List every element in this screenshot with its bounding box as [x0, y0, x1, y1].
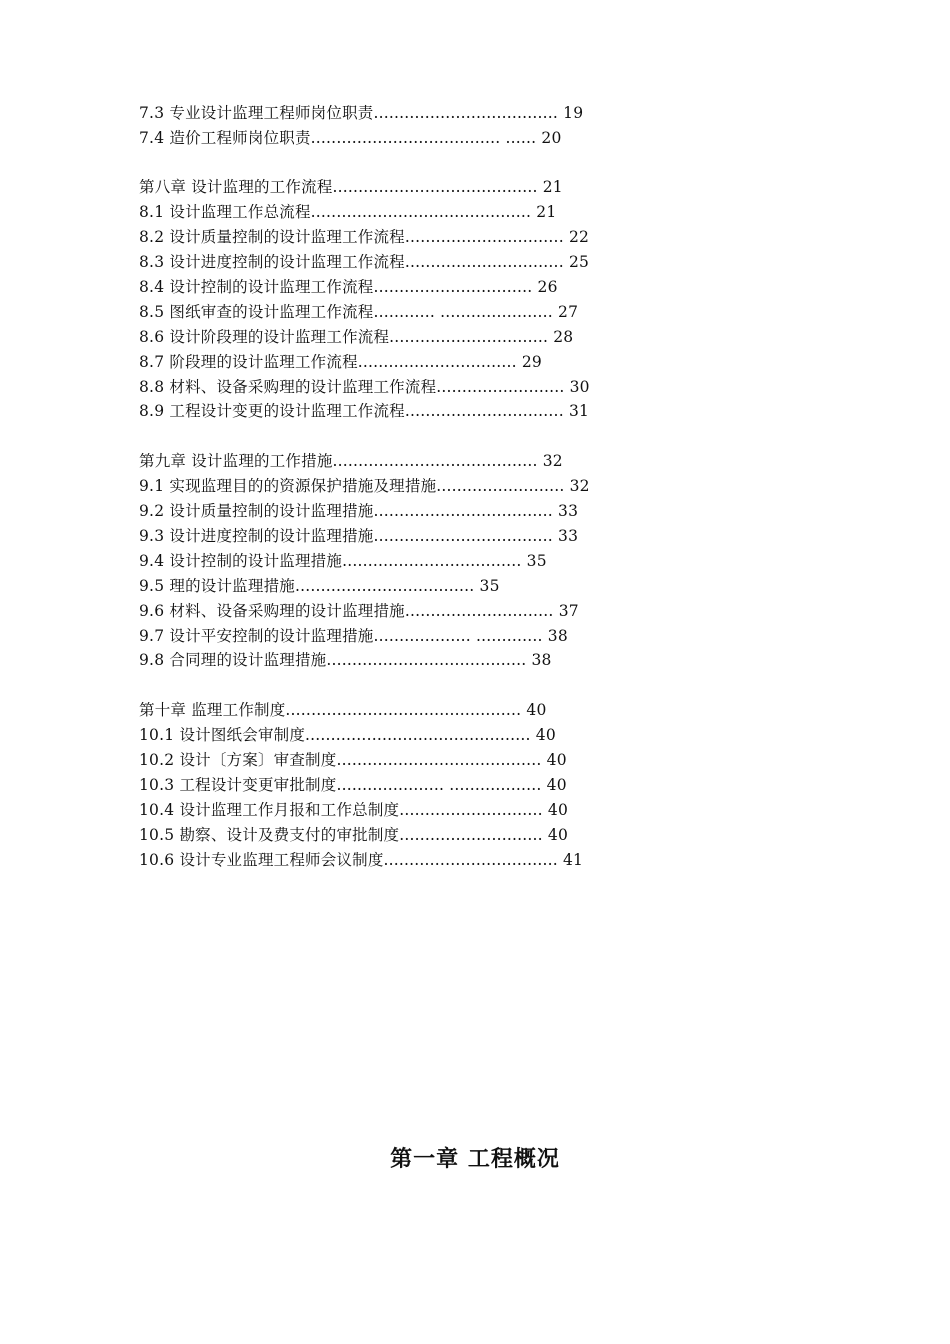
toc-entry-9-5[interactable]: 9.5 理的设计监理措施................................... 35: [139, 577, 500, 595]
toc-entry-10-4[interactable]: 10.4 设计监理工作月报和工作总制度............................ 40: [139, 801, 569, 819]
toc-chapter-10[interactable]: 第十章 监理工作制度.............................................. 40: [139, 701, 547, 719]
toc-entry-7-3[interactable]: 7.3 专业设计监理工程师岗位职责.................................... 19: [139, 104, 584, 122]
toc-entry-8-4[interactable]: 8.4 设计控制的设计监理工作流程............................... 26: [139, 278, 558, 296]
toc-entry-8-2[interactable]: 8.2 设计质量控制的设计监理工作流程............................... 22: [139, 228, 590, 246]
toc-entry-8-7[interactable]: 8.7 阶段理的设计监理工作流程............................... 29: [139, 353, 542, 371]
toc-chapter-9[interactable]: 第九章 设计监理的工作措施........................................ 32: [139, 452, 563, 470]
toc-entry-7-4[interactable]: 7.4 造价工程师岗位职责..................................... ...... 20: [139, 129, 562, 147]
toc-entry-9-2[interactable]: 9.2 设计质量控制的设计监理措施................................... 33: [139, 502, 579, 520]
toc-entry-9-3[interactable]: 9.3 设计进度控制的设计监理措施................................... 33: [139, 527, 579, 545]
toc-entry-8-1[interactable]: 8.1 设计监理工作总流程........................................... 21: [139, 203, 557, 221]
toc-entry-9-6[interactable]: 9.6 材料、设备采购理的设计监理措施............................. 37: [139, 602, 579, 620]
toc-entry-10-2[interactable]: 10.2 设计〔方案〕审查制度........................................ 40: [139, 751, 567, 769]
toc-entry-8-8[interactable]: 8.8 材料、设备采购理的设计监理工作流程......................... 30: [139, 378, 590, 396]
chapter-heading: 第一章 工程概况: [390, 1147, 560, 1172]
toc-entry-8-3[interactable]: 8.3 设计进度控制的设计监理工作流程............................... 25: [139, 253, 590, 271]
toc-entry-10-3[interactable]: 10.3 工程设计变更审批制度..................... .................. 40: [139, 776, 567, 794]
toc-entry-9-4[interactable]: 9.4 设计控制的设计监理措施................................... 35: [139, 552, 547, 570]
toc-entry-8-9[interactable]: 8.9 工程设计变更的设计监理工作流程............................... 31: [139, 402, 590, 420]
toc-entry-10-5[interactable]: 10.5 勘察、设计及费支付的审批制度............................ 40: [139, 826, 569, 844]
toc-chapter-8[interactable]: 第八章 设计监理的工作流程........................................ 21: [139, 178, 563, 196]
toc-entry-8-5[interactable]: 8.5 图纸审查的设计监理工作流程............ ...................... 27: [139, 303, 579, 321]
toc-entry-10-6[interactable]: 10.6 设计专业监理工程师会议制度.................................. 41: [139, 851, 584, 869]
toc-entry-9-1[interactable]: 9.1 实现监理目的的资源保护措施及理措施......................... 32: [139, 477, 590, 495]
toc-entry-10-1[interactable]: 10.1 设计图纸会审制度............................................ 40: [139, 726, 556, 744]
toc-entry-9-8[interactable]: 9.8 合同理的设计监理措施....................................... 38: [139, 651, 552, 669]
toc-entry-8-6[interactable]: 8.6 设计阶段理的设计监理工作流程............................... 28: [139, 328, 574, 346]
toc-entry-9-7[interactable]: 9.7 设计平安控制的设计监理措施................... ............. 38: [139, 627, 568, 645]
